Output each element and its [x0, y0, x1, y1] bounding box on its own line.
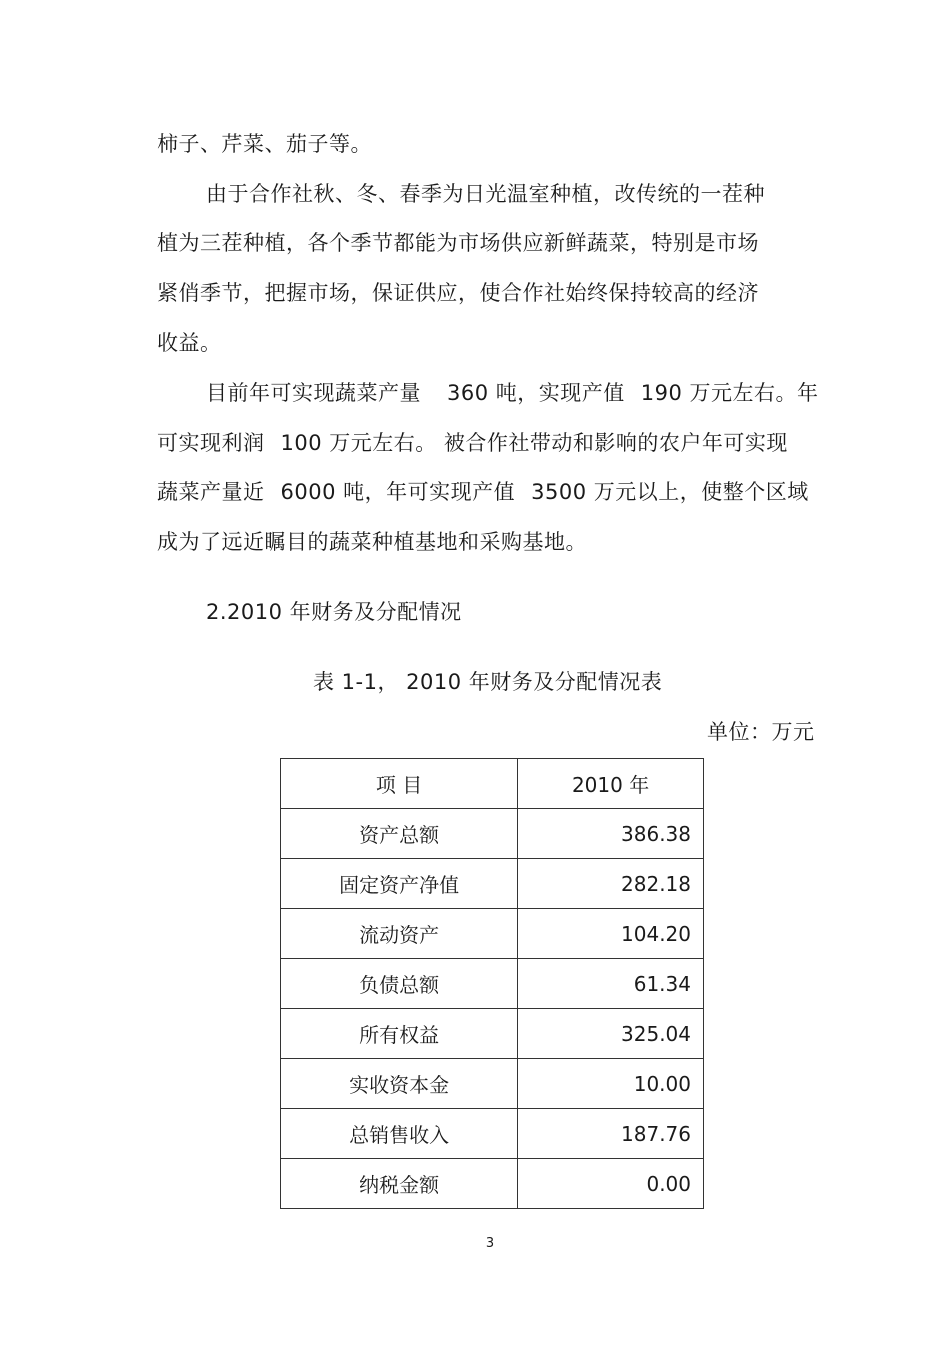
row-label: 纳税金额 [281, 1159, 518, 1209]
row-label: 负债总额 [281, 959, 518, 1009]
financial-table [280, 758, 704, 1209]
table-row [281, 1009, 704, 1059]
paragraph-line [206, 379, 819, 407]
text-segment: 可实现利润 [157, 431, 265, 455]
table-caption: 表 1-1， 2010 年财务及分配情况表 [313, 670, 663, 694]
text-segment: 100 万元左右。 被合作社带动和影响的农户年可实现 [280, 431, 788, 455]
table-header-row [281, 759, 704, 809]
paragraph-line: 由于合作社秋、冬、春季为日光温室种植，改传统的一茬种 [206, 182, 765, 206]
row-label: 总销售收入 [281, 1109, 518, 1159]
text-segment: 目前年可实现蔬菜产量 [206, 381, 421, 405]
row-label: 固定资产净值 [281, 859, 518, 909]
row-value: 0.00 [518, 1159, 704, 1209]
row-value: 325.04 [518, 1009, 704, 1059]
paragraph-line: 植为三茬种植，各个季节都能为市场供应新鲜蔬菜，特别是市场 [157, 231, 759, 255]
section-heading: 2.2010 年财务及分配情况 [206, 600, 462, 624]
paragraph-line [157, 478, 809, 506]
paragraph-line: 紧俏季节，把握市场，保证供应，使合作社始终保持较高的经济 [157, 281, 759, 305]
column-header-year: 2010 年 [518, 759, 704, 809]
table-row [281, 1059, 704, 1109]
table-row [281, 1159, 704, 1209]
row-label: 所有权益 [281, 1009, 518, 1059]
text-segment: 3500 万元以上，使整个区域 [531, 480, 809, 504]
row-label: 实收资本金 [281, 1059, 518, 1109]
paragraph-line [157, 429, 788, 457]
paragraph-line: 柿子、芹菜、茄子等。 [157, 132, 372, 156]
table-unit-label: 单位：万元 [707, 720, 815, 744]
text-segment: 6000 吨，年可实现产值 [280, 480, 516, 504]
table-row [281, 959, 704, 1009]
table-row [281, 909, 704, 959]
text-segment: 蔬菜产量近 [157, 480, 265, 504]
text-segment: 360 吨，实现产值 [447, 381, 625, 405]
row-value: 187.76 [518, 1109, 704, 1159]
row-label: 资产总额 [281, 809, 518, 859]
page-number: 3 [485, 1236, 495, 1251]
row-label: 流动资产 [281, 909, 518, 959]
column-header-item: 项 目 [281, 759, 518, 809]
text-segment: 190 万元左右。年 [640, 381, 819, 405]
row-value: 104.20 [518, 909, 704, 959]
row-value: 282.18 [518, 859, 704, 909]
row-value: 61.34 [518, 959, 704, 1009]
table-row [281, 809, 704, 859]
table-row [281, 1109, 704, 1159]
paragraph-line: 成为了远近瞩目的蔬菜种植基地和采购基地。 [157, 530, 587, 554]
paragraph-line: 收益。 [157, 331, 222, 355]
table-row [281, 859, 704, 909]
row-value: 386.38 [518, 809, 704, 859]
row-value: 10.00 [518, 1059, 704, 1109]
